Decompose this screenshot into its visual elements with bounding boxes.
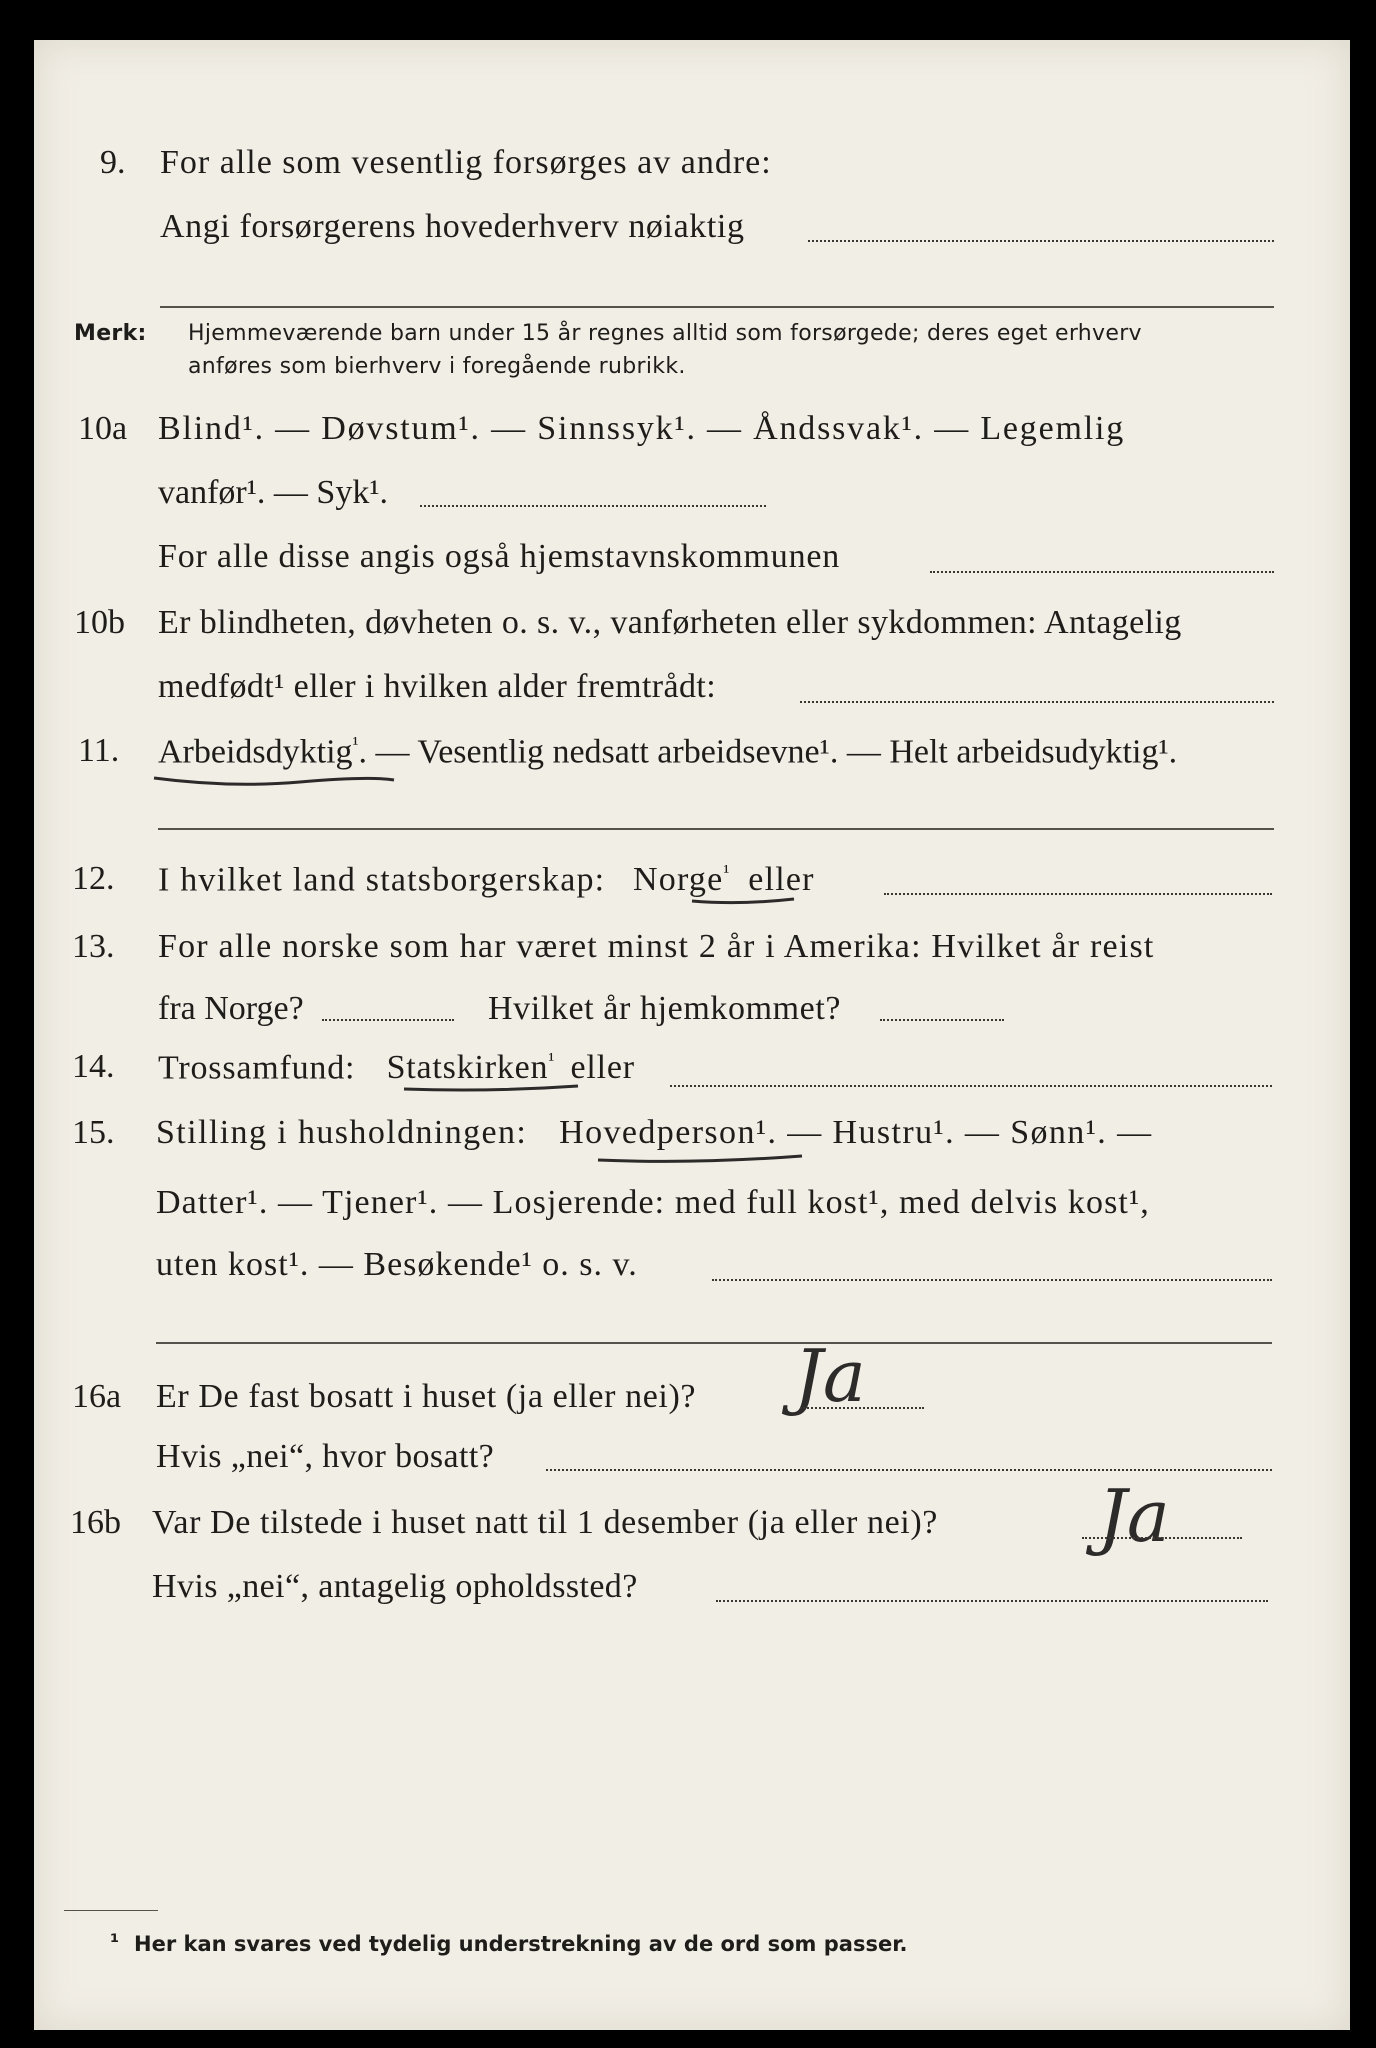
question-12-eller: eller bbox=[748, 861, 815, 899]
handwritten-underline-arbeidsdyktig bbox=[150, 768, 400, 790]
handwritten-answer-16b: Ja bbox=[1098, 1474, 1170, 1558]
option-arbeidsdyktig[interactable]: Arbeidsdyktig bbox=[158, 733, 353, 771]
question-13-number: 13. bbox=[72, 928, 115, 965]
option-norge[interactable]: Norge bbox=[633, 861, 724, 899]
handwritten-underline-hovedperson bbox=[596, 1150, 806, 1168]
question-10b-line2: medfødt¹ eller i hvilken alder fremtrådt: bbox=[158, 668, 717, 705]
question-14-number: 14. bbox=[72, 1048, 115, 1085]
merk-line2: anføres som bierhverv i foregående rubrikk. bbox=[188, 354, 686, 379]
question-16b-line2: Hvis „nei“, antagelig opholdssted? bbox=[152, 1568, 638, 1605]
question-11-line bbox=[158, 734, 1177, 769]
option-statskirken[interactable]: Statskirken bbox=[386, 1049, 549, 1087]
question-16b-line1: Var De tilstede i huset natt til 1 desember (ja eller nei)? bbox=[152, 1504, 938, 1541]
question-11-answer-line[interactable] bbox=[158, 828, 1274, 830]
question-12-text: I hvilket land statsborgerskap: bbox=[158, 861, 606, 899]
question-15-line2: Datter¹. — Tjener¹. — Losjerende: med full kost¹, med delvis kost¹, bbox=[156, 1184, 1150, 1221]
question-15-answer-line-2[interactable] bbox=[156, 1342, 1272, 1344]
question-15-number: 15. bbox=[72, 1114, 115, 1151]
question-9-answer-line-2[interactable] bbox=[160, 306, 1274, 308]
question-15-line1 bbox=[156, 1116, 1153, 1150]
handwritten-answer-16a: Ja bbox=[794, 1334, 866, 1418]
question-10b-number: 10b bbox=[74, 604, 125, 641]
question-16a-answer-line[interactable] bbox=[800, 1407, 924, 1409]
question-12-number: 12. bbox=[72, 860, 115, 897]
handwritten-underline-statskirken bbox=[402, 1080, 582, 1096]
question-9-line2: Angi forsørgerens hovederhverv nøiaktig bbox=[160, 208, 745, 245]
question-14-eller: eller bbox=[570, 1049, 635, 1087]
option-hovedperson[interactable]: Hovedperson bbox=[559, 1114, 756, 1151]
question-16b-answer-line[interactable] bbox=[1082, 1537, 1242, 1539]
question-16b-number: 16b bbox=[70, 1504, 121, 1541]
question-16a-line1: Er De fast bosatt i huset (ja eller nei)? bbox=[156, 1378, 697, 1415]
question-10a-hjemstavn-line[interactable] bbox=[930, 571, 1274, 573]
footnote-separator bbox=[64, 1910, 158, 1911]
question-14-text: Trossamfund: bbox=[158, 1049, 356, 1087]
question-16a-line2: Hvis „nei“, hvor bosatt? bbox=[156, 1438, 495, 1475]
question-9-answer-line[interactable] bbox=[808, 240, 1274, 242]
footnote-mark: ¹ bbox=[548, 1049, 556, 1071]
question-9-line1: For alle som vesentlig forsørges av andre: bbox=[160, 144, 772, 181]
question-10a-line3: For alle disse angis også hjemstavnskommunen bbox=[158, 538, 841, 575]
question-9-number: 9. bbox=[100, 144, 126, 181]
question-13-line2a: fra Norge? bbox=[158, 990, 304, 1027]
question-15-text: Stilling i husholdningen: bbox=[156, 1114, 528, 1151]
question-11-number: 11. bbox=[78, 732, 120, 769]
question-10b-answer-line[interactable] bbox=[800, 701, 1274, 703]
question-11-rest: . — Vesentlig nedsatt arbeidsevne¹. — Helt arbeidsudyktig¹. bbox=[358, 733, 1178, 771]
question-16a-number: 16a bbox=[72, 1378, 122, 1415]
perforated-edge bbox=[1356, 40, 1376, 2030]
question-10b-line1: Er blindheten, døvheten o. s. v., vanførheten eller sykdommen: Antagelig bbox=[158, 604, 1182, 641]
question-10a-number: 10a bbox=[78, 410, 128, 447]
question-15-line1-rest: ¹. — Hustru¹. — Sønn¹. — bbox=[755, 1114, 1153, 1151]
question-15-answer-line[interactable] bbox=[712, 1279, 1272, 1281]
question-13-line2b: Hvilket år hjemkommet? bbox=[488, 990, 842, 1027]
footnote-text: Her kan svares ved tydelig understrekning av de ord som passer. bbox=[134, 1932, 908, 1956]
footnote-mark: ¹ bbox=[723, 861, 731, 883]
footnote-mark: ¹ bbox=[352, 733, 359, 755]
question-15-line3: uten kost¹. — Besøkende¹ o. s. v. bbox=[156, 1246, 638, 1283]
question-13-hjemkommet-line[interactable] bbox=[880, 1019, 1004, 1021]
merk-line1: Hjemmeværende barn under 15 år regnes alltid som forsørgede; deres eget erhverv bbox=[188, 321, 1142, 346]
footnote-mark: ¹ bbox=[110, 1930, 120, 1954]
question-13-line1: For alle norske som har været minst 2 år i Amerika: Hvilket år reist bbox=[158, 928, 1155, 965]
handwritten-underline-norge bbox=[690, 893, 798, 909]
question-16b-opholdssted-line[interactable] bbox=[716, 1600, 1268, 1602]
question-10a-line1: Blind¹. — Døvstum¹. — Sinnssyk¹. — Åndssvak¹. — Legemlig bbox=[158, 410, 1126, 447]
question-10a-answer-line[interactable] bbox=[420, 505, 766, 507]
question-12-answer-line[interactable] bbox=[884, 893, 1272, 895]
question-16a-bosatt-line[interactable] bbox=[546, 1469, 1272, 1471]
question-14-answer-line[interactable] bbox=[670, 1085, 1272, 1087]
merk-label: Merk: bbox=[74, 321, 147, 346]
question-10a-line2: vanfør¹. — Syk¹. bbox=[158, 474, 389, 511]
question-13-reist-line[interactable] bbox=[322, 1019, 454, 1021]
